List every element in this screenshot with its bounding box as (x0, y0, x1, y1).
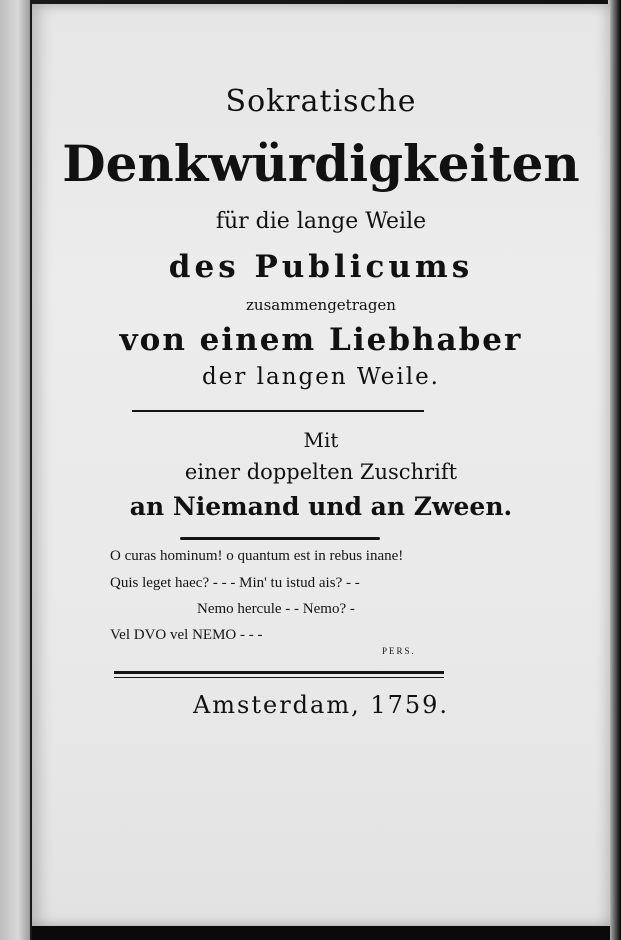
epigraph-line-3: Nemo hercule - - Nemo? - (197, 601, 355, 617)
title-line-1: Sokratische (225, 84, 417, 119)
title-page (32, 4, 610, 926)
dedication-line-3: an Niemand und an Zween. (129, 492, 513, 521)
subtitle-line-5: der langen Weile. (202, 364, 440, 390)
page-bottom-edge (32, 926, 610, 940)
divider-rule (132, 410, 424, 412)
double-rule-top (114, 671, 444, 674)
epigraph-line-2: Quis leget haec? - - - Min' tu istud ais? - - (110, 575, 360, 591)
dedication-line-2: einer doppelten Zuschrift (184, 460, 458, 484)
subtitle-line-4: von einem Liebhaber (119, 322, 523, 358)
divider-rule (180, 537, 380, 540)
subtitle-line-3: zusammengetragen (246, 296, 396, 314)
double-rule-bottom (114, 677, 444, 678)
subtitle-line-2: des Publicums (168, 249, 474, 285)
imprint: Amsterdam, 1759. (192, 691, 450, 719)
dedication-line-1: Mit (303, 428, 339, 452)
subtitle-line-1: für die lange Weile (215, 209, 427, 234)
main-title: Denkwürdigkeiten (62, 134, 580, 193)
epigraph-line-4: Vel DVO vel NEMO - - - (110, 627, 263, 643)
epigraph-attribution: PERS. (382, 646, 416, 656)
facing-page-edge (0, 0, 30, 940)
epigraph-line-1: O curas hominum! o quantum est in rebus inane! (110, 548, 404, 564)
